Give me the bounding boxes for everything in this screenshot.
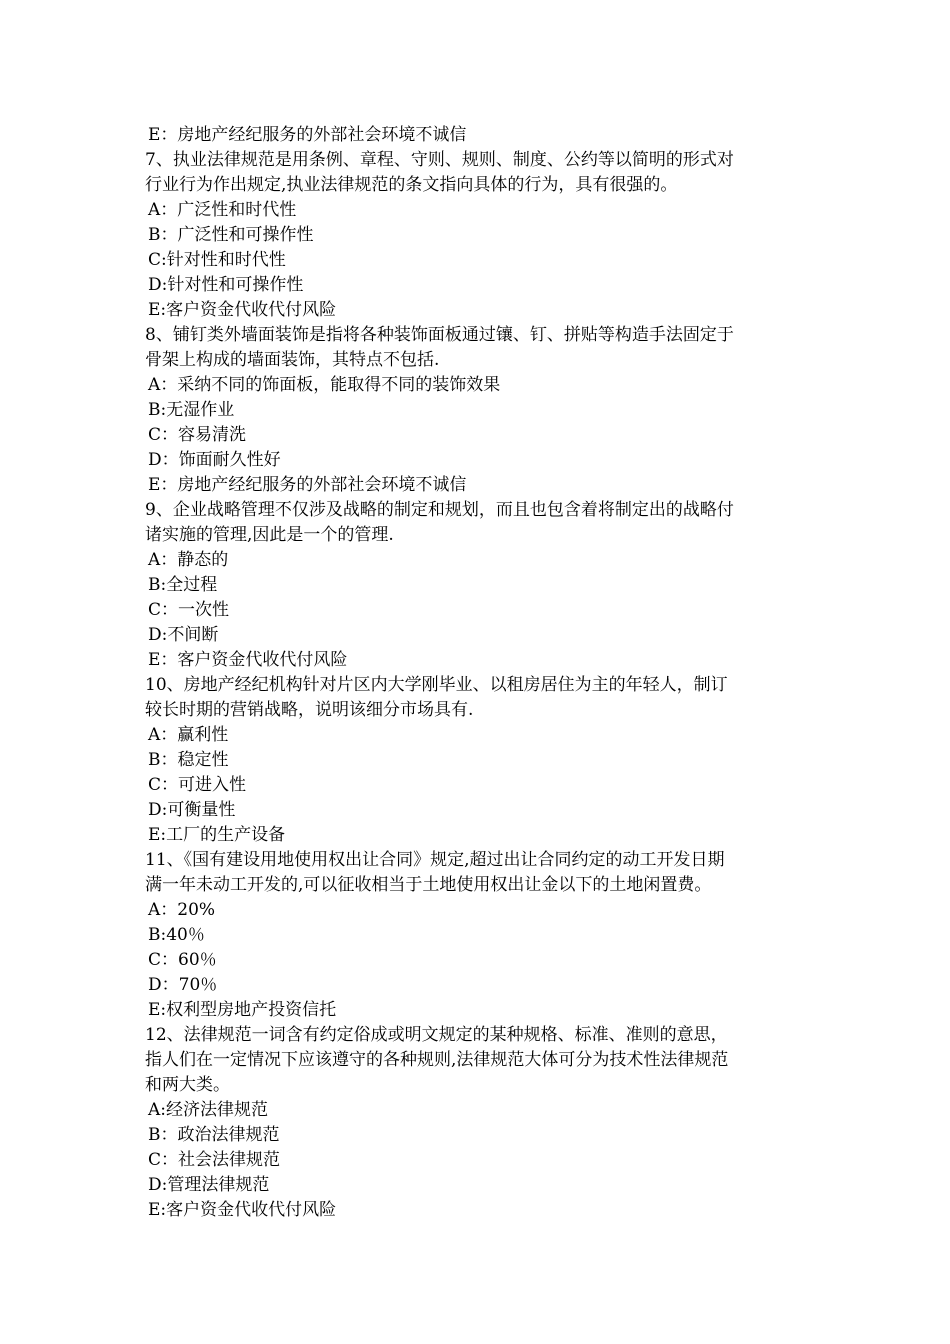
answer-option: B：广泛性和可操作性 — [148, 225, 314, 245]
answer-option: C：60％ — [148, 950, 217, 970]
question-text-line: 行业行为作出规定,执业法律规范的条文指向具体的行为，具有很强的。 — [145, 175, 678, 195]
answer-option: E：房地产经纪服务的外部社会环境不诚信 — [148, 125, 467, 145]
question-text-line: 8、铺钉类外墙面装饰是指将各种装饰面板通过镶、钉、拼贴等构造手法固定于 — [145, 325, 734, 345]
answer-option: E：客户资金代收代付风险 — [148, 650, 348, 670]
question-text-line: 骨架上构成的墙面装饰，其特点不包括. — [145, 350, 440, 370]
answer-option: A：广泛性和时代性 — [148, 200, 297, 220]
answer-option: E：房地产经纪服务的外部社会环境不诚信 — [148, 475, 467, 495]
answer-option: B:40％ — [148, 925, 205, 945]
answer-option: B:无湿作业 — [148, 400, 235, 420]
question-text-line: 10、房地产经纪机构针对片区内大学刚毕业、以租房居住为主的年轻人，制订 — [145, 675, 728, 695]
answer-option: A：采纳不同的饰面板，能取得不同的装饰效果 — [148, 375, 501, 395]
answer-option: D：70％ — [148, 975, 218, 995]
answer-option: C：容易清洗 — [148, 425, 247, 445]
question-text-line: 12、法律规范一词含有约定俗成或明文规定的某种规格、标准、准则的意思， — [145, 1025, 728, 1045]
answer-option: E:客户资金代收代付风险 — [148, 1200, 337, 1220]
answer-option: C:针对性和时代性 — [148, 250, 286, 270]
answer-option: A：20% — [148, 900, 216, 920]
answer-option: B：政治法律规范 — [148, 1125, 280, 1145]
question-text-line: 诸实施的管理,因此是一个的管理. — [145, 525, 394, 545]
answer-option: D：饰面耐久性好 — [148, 450, 281, 470]
question-text-line: 满一年未动工开发的,可以征收相当于土地使用权出让金以下的土地闲置费。 — [145, 875, 712, 895]
answer-option: A：赢利性 — [148, 725, 229, 745]
answer-option: C：可进入性 — [148, 775, 247, 795]
question-text-line: 指人们在一定情况下应该遵守的各种规则,法律规范大体可分为技术性法律规范 — [145, 1050, 729, 1070]
answer-option: B:全过程 — [148, 575, 218, 595]
answer-option: D:管理法律规范 — [148, 1175, 270, 1195]
answer-option: E:权利型房地产投资信托 — [148, 1000, 337, 1020]
answer-option: E:工厂的生产设备 — [148, 825, 286, 845]
answer-option: C：社会法律规范 — [148, 1150, 281, 1170]
answer-option: B：稳定性 — [148, 750, 229, 770]
answer-option: D:可衡量性 — [148, 800, 236, 820]
question-text-line: 7、执业法律规范是用条例、章程、守则、规则、制度、公约等以简明的形式对 — [145, 150, 734, 170]
question-text-line: 9、企业战略管理不仅涉及战略的制定和规划，而且也包含着将制定出的战略付 — [145, 500, 734, 520]
answer-option: C：一次性 — [148, 600, 230, 620]
answer-option: A:经济法律规范 — [148, 1100, 269, 1120]
question-text-line: 和两大类。 — [145, 1075, 230, 1095]
question-text-line: 11、《国有建设用地使用权出让合同》规定,超过出让合同约定的动工开发日期 — [145, 850, 725, 870]
answer-option: A：静态的 — [148, 550, 229, 570]
answer-option: D:针对性和可操作性 — [148, 275, 304, 295]
document-body — [145, 123, 809, 1223]
answer-option: E:客户资金代收代付风险 — [148, 300, 337, 320]
answer-option: D:不间断 — [148, 625, 219, 645]
question-text-line: 较长时期的营销战略，说明该细分市场具有. — [145, 700, 474, 720]
